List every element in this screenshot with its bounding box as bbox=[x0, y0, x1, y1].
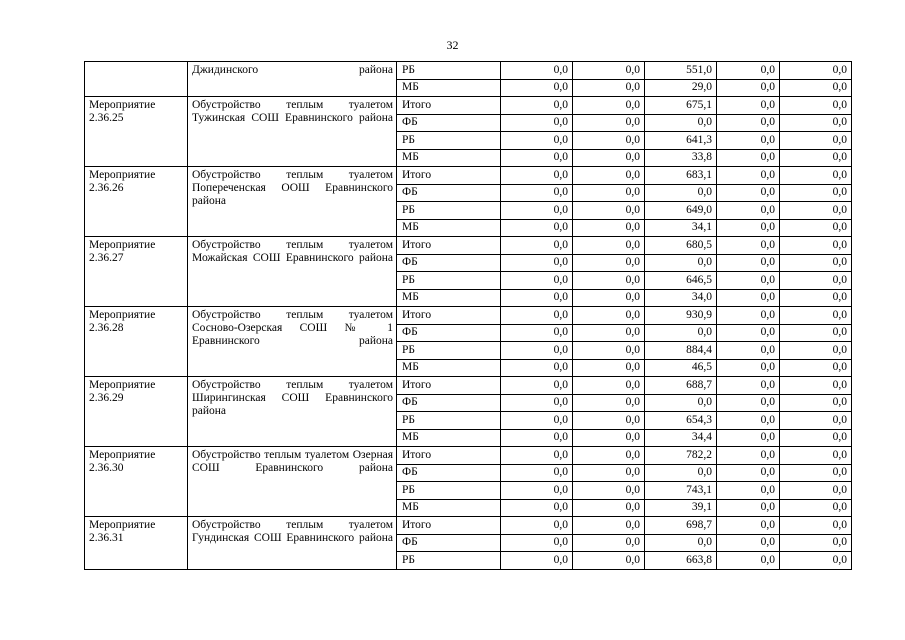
amount-cell: 0,0 bbox=[717, 132, 780, 150]
amount-cell: 930,9 bbox=[645, 307, 717, 325]
amount-cell: 0,0 bbox=[501, 517, 573, 535]
amount-cell: 0,0 bbox=[501, 307, 573, 325]
funding-source: Итого bbox=[397, 237, 501, 255]
amount-cell: 0,0 bbox=[573, 464, 645, 482]
amount-cell: 675,1 bbox=[645, 97, 717, 115]
amount-cell: 0,0 bbox=[573, 167, 645, 185]
amount-cell: 0,0 bbox=[717, 289, 780, 307]
amount-cell: 0,0 bbox=[780, 499, 852, 517]
page-number: 32 bbox=[446, 38, 459, 52]
amount-cell: 0,0 bbox=[573, 79, 645, 97]
amount-cell: 0,0 bbox=[780, 114, 852, 132]
amount-cell: 0,0 bbox=[501, 272, 573, 290]
amount-cell: 0,0 bbox=[717, 219, 780, 237]
amount-cell: 0,0 bbox=[780, 132, 852, 150]
table-body bbox=[85, 62, 852, 570]
amount-cell: 0,0 bbox=[780, 289, 852, 307]
amount-cell: 34,1 bbox=[645, 219, 717, 237]
funding-source: МБ bbox=[397, 289, 501, 307]
amount-cell: 0,0 bbox=[501, 429, 573, 447]
table-row bbox=[85, 447, 852, 465]
amount-cell: 0,0 bbox=[645, 184, 717, 202]
amount-cell: 680,5 bbox=[645, 237, 717, 255]
amount-cell: 0,0 bbox=[573, 289, 645, 307]
amount-cell: 0,0 bbox=[501, 149, 573, 167]
amount-cell: 0,0 bbox=[573, 517, 645, 535]
amount-cell: 0,0 bbox=[501, 237, 573, 255]
funding-source: ФБ bbox=[397, 184, 501, 202]
amount-cell: 0,0 bbox=[780, 202, 852, 220]
amount-cell: 654,3 bbox=[645, 412, 717, 430]
amount-cell: 0,0 bbox=[717, 429, 780, 447]
amount-cell: 0,0 bbox=[501, 167, 573, 185]
amount-cell: 0,0 bbox=[717, 202, 780, 220]
funding-source: РБ bbox=[397, 482, 501, 500]
table-row bbox=[85, 517, 852, 535]
measure-code: Мероприятие 2.36.27 bbox=[85, 237, 188, 307]
amount-cell: 0,0 bbox=[573, 132, 645, 150]
amount-cell: 0,0 bbox=[780, 97, 852, 115]
amount-cell: 0,0 bbox=[573, 324, 645, 342]
funding-source: ФБ bbox=[397, 394, 501, 412]
amount-cell: 649,0 bbox=[645, 202, 717, 220]
funding-source: Итого bbox=[397, 517, 501, 535]
measure-description: Обустройство теплым туалетом Попереченская ООШ Еравнинского района bbox=[188, 167, 397, 237]
table-row bbox=[85, 237, 852, 255]
amount-cell: 0,0 bbox=[573, 342, 645, 360]
funding-source: МБ bbox=[397, 79, 501, 97]
table-row bbox=[85, 97, 852, 115]
amount-cell: 0,0 bbox=[780, 464, 852, 482]
amount-cell: 0,0 bbox=[645, 324, 717, 342]
amount-cell: 0,0 bbox=[573, 377, 645, 395]
amount-cell: 0,0 bbox=[501, 499, 573, 517]
funding-source: РБ bbox=[397, 272, 501, 290]
amount-cell: 0,0 bbox=[717, 167, 780, 185]
amount-cell: 0,0 bbox=[780, 307, 852, 325]
amount-cell: 663,8 bbox=[645, 552, 717, 570]
amount-cell: 0,0 bbox=[573, 307, 645, 325]
amount-cell: 0,0 bbox=[780, 412, 852, 430]
funding-source: Итого bbox=[397, 307, 501, 325]
amount-cell: 743,1 bbox=[645, 482, 717, 500]
measure-code: Мероприятие 2.36.29 bbox=[85, 377, 188, 447]
amount-cell: 551,0 bbox=[645, 62, 717, 80]
measure-description: Обустройство теплым туалетом Ширингинская СОШ Еравнинского района bbox=[188, 377, 397, 447]
amount-cell: 0,0 bbox=[717, 79, 780, 97]
budget-table bbox=[84, 61, 852, 570]
amount-cell: 0,0 bbox=[501, 254, 573, 272]
measure-code: Мероприятие 2.36.28 bbox=[85, 307, 188, 377]
amount-cell: 0,0 bbox=[717, 534, 780, 552]
measure-code: Мероприятие 2.36.30 bbox=[85, 447, 188, 517]
amount-cell: 0,0 bbox=[501, 324, 573, 342]
amount-cell: 0,0 bbox=[501, 377, 573, 395]
amount-cell: 0,0 bbox=[573, 149, 645, 167]
funding-source: ФБ bbox=[397, 114, 501, 132]
amount-cell: 698,7 bbox=[645, 517, 717, 535]
amount-cell: 0,0 bbox=[780, 324, 852, 342]
amount-cell: 0,0 bbox=[780, 482, 852, 500]
amount-cell: 39,1 bbox=[645, 499, 717, 517]
amount-cell: 0,0 bbox=[501, 342, 573, 360]
amount-cell: 0,0 bbox=[717, 254, 780, 272]
amount-cell: 0,0 bbox=[717, 324, 780, 342]
amount-cell: 0,0 bbox=[501, 534, 573, 552]
table-row bbox=[85, 167, 852, 185]
amount-cell: 0,0 bbox=[501, 114, 573, 132]
funding-source: Итого bbox=[397, 167, 501, 185]
amount-cell: 0,0 bbox=[573, 219, 645, 237]
amount-cell: 0,0 bbox=[501, 482, 573, 500]
amount-cell: 0,0 bbox=[501, 97, 573, 115]
amount-cell: 0,0 bbox=[573, 429, 645, 447]
measure-code: Мероприятие 2.36.31 bbox=[85, 517, 188, 570]
funding-source: ФБ bbox=[397, 464, 501, 482]
amount-cell: 29,0 bbox=[645, 79, 717, 97]
funding-source: Итого bbox=[397, 377, 501, 395]
amount-cell: 0,0 bbox=[573, 412, 645, 430]
amount-cell: 0,0 bbox=[717, 394, 780, 412]
amount-cell: 0,0 bbox=[780, 272, 852, 290]
amount-cell: 0,0 bbox=[780, 359, 852, 377]
amount-cell: 0,0 bbox=[717, 307, 780, 325]
funding-source: МБ bbox=[397, 219, 501, 237]
measure-description: Обустройство теплым туалетом Сосново-Озерская СОШ № 1 Еравнинского района bbox=[188, 307, 397, 377]
funding-source: ФБ bbox=[397, 534, 501, 552]
amount-cell: 0,0 bbox=[717, 377, 780, 395]
amount-cell: 0,0 bbox=[501, 62, 573, 80]
amount-cell: 0,0 bbox=[780, 552, 852, 570]
funding-source: МБ bbox=[397, 149, 501, 167]
amount-cell: 0,0 bbox=[780, 167, 852, 185]
amount-cell: 0,0 bbox=[573, 184, 645, 202]
measure-description: Обустройство теплым туалетом Можайская СОШ Еравнинского района bbox=[188, 237, 397, 307]
amount-cell: 0,0 bbox=[573, 114, 645, 132]
amount-cell: 0,0 bbox=[501, 219, 573, 237]
amount-cell: 0,0 bbox=[780, 79, 852, 97]
measure-description: Обустройство теплым туалетом Гундинская СОШ Еравнинского района bbox=[188, 517, 397, 570]
amount-cell: 0,0 bbox=[573, 447, 645, 465]
amount-cell: 0,0 bbox=[780, 534, 852, 552]
amount-cell: 0,0 bbox=[573, 62, 645, 80]
amount-cell: 0,0 bbox=[717, 447, 780, 465]
amount-cell: 0,0 bbox=[780, 254, 852, 272]
amount-cell: 0,0 bbox=[501, 447, 573, 465]
amount-cell: 0,0 bbox=[645, 534, 717, 552]
amount-cell: 0,0 bbox=[780, 149, 852, 167]
amount-cell: 0,0 bbox=[501, 552, 573, 570]
funding-source: РБ bbox=[397, 62, 501, 80]
amount-cell: 0,0 bbox=[780, 447, 852, 465]
table-row bbox=[85, 62, 852, 80]
amount-cell: 0,0 bbox=[780, 219, 852, 237]
amount-cell: 0,0 bbox=[501, 79, 573, 97]
funding-source: МБ bbox=[397, 429, 501, 447]
amount-cell: 34,4 bbox=[645, 429, 717, 447]
amount-cell: 688,7 bbox=[645, 377, 717, 395]
amount-cell: 0,0 bbox=[573, 534, 645, 552]
measure-code: Мероприятие 2.36.25 bbox=[85, 97, 188, 167]
measure-code bbox=[85, 62, 188, 97]
funding-source: Итого bbox=[397, 97, 501, 115]
funding-source: МБ bbox=[397, 359, 501, 377]
funding-source: Итого bbox=[397, 447, 501, 465]
amount-cell: 0,0 bbox=[717, 97, 780, 115]
amount-cell: 0,0 bbox=[501, 132, 573, 150]
amount-cell: 0,0 bbox=[573, 394, 645, 412]
measure-description: Джидинского района bbox=[188, 62, 397, 97]
amount-cell: 0,0 bbox=[717, 499, 780, 517]
amount-cell: 0,0 bbox=[780, 184, 852, 202]
amount-cell: 0,0 bbox=[717, 482, 780, 500]
amount-cell: 0,0 bbox=[573, 272, 645, 290]
amount-cell: 0,0 bbox=[717, 184, 780, 202]
amount-cell: 0,0 bbox=[573, 499, 645, 517]
amount-cell: 0,0 bbox=[501, 202, 573, 220]
funding-source: РБ bbox=[397, 202, 501, 220]
amount-cell: 0,0 bbox=[780, 517, 852, 535]
amount-cell: 0,0 bbox=[717, 359, 780, 377]
amount-cell: 0,0 bbox=[573, 254, 645, 272]
amount-cell: 0,0 bbox=[717, 552, 780, 570]
funding-source: РБ bbox=[397, 552, 501, 570]
amount-cell: 34,0 bbox=[645, 289, 717, 307]
amount-cell: 0,0 bbox=[717, 517, 780, 535]
amount-cell: 0,0 bbox=[780, 394, 852, 412]
amount-cell: 0,0 bbox=[645, 114, 717, 132]
amount-cell: 0,0 bbox=[573, 359, 645, 377]
amount-cell: 0,0 bbox=[780, 342, 852, 360]
measure-description: Обустройство теплым туалетом Озерная СОШ Еравнинского района bbox=[188, 447, 397, 517]
amount-cell: 0,0 bbox=[501, 289, 573, 307]
amount-cell: 641,3 bbox=[645, 132, 717, 150]
amount-cell: 646,5 bbox=[645, 272, 717, 290]
funding-source: ФБ bbox=[397, 254, 501, 272]
amount-cell: 0,0 bbox=[573, 482, 645, 500]
amount-cell: 0,0 bbox=[645, 254, 717, 272]
amount-cell: 0,0 bbox=[501, 184, 573, 202]
measure-code: Мероприятие 2.36.26 bbox=[85, 167, 188, 237]
amount-cell: 683,1 bbox=[645, 167, 717, 185]
amount-cell: 0,0 bbox=[717, 272, 780, 290]
amount-cell: 0,0 bbox=[573, 237, 645, 255]
amount-cell: 0,0 bbox=[780, 377, 852, 395]
table-row bbox=[85, 377, 852, 395]
amount-cell: 0,0 bbox=[573, 552, 645, 570]
amount-cell: 0,0 bbox=[780, 62, 852, 80]
amount-cell: 33,8 bbox=[645, 149, 717, 167]
amount-cell: 0,0 bbox=[717, 237, 780, 255]
funding-source: ФБ bbox=[397, 324, 501, 342]
amount-cell: 0,0 bbox=[780, 237, 852, 255]
funding-source: МБ bbox=[397, 499, 501, 517]
amount-cell: 0,0 bbox=[573, 97, 645, 115]
amount-cell: 0,0 bbox=[645, 394, 717, 412]
amount-cell: 0,0 bbox=[501, 412, 573, 430]
amount-cell: 0,0 bbox=[501, 394, 573, 412]
funding-source: РБ bbox=[397, 342, 501, 360]
amount-cell: 0,0 bbox=[501, 464, 573, 482]
amount-cell: 782,2 bbox=[645, 447, 717, 465]
funding-source: РБ bbox=[397, 132, 501, 150]
amount-cell: 0,0 bbox=[717, 412, 780, 430]
amount-cell: 0,0 bbox=[717, 342, 780, 360]
amount-cell: 46,5 bbox=[645, 359, 717, 377]
amount-cell: 0,0 bbox=[717, 464, 780, 482]
amount-cell: 0,0 bbox=[780, 429, 852, 447]
funding-source: РБ bbox=[397, 412, 501, 430]
measure-description: Обустройство теплым туалетом Тужинская СОШ Еравнинского района bbox=[188, 97, 397, 167]
amount-cell: 0,0 bbox=[717, 62, 780, 80]
amount-cell: 884,4 bbox=[645, 342, 717, 360]
amount-cell: 0,0 bbox=[645, 464, 717, 482]
amount-cell: 0,0 bbox=[717, 114, 780, 132]
amount-cell: 0,0 bbox=[573, 202, 645, 220]
amount-cell: 0,0 bbox=[501, 359, 573, 377]
amount-cell: 0,0 bbox=[717, 149, 780, 167]
table-row bbox=[85, 307, 852, 325]
